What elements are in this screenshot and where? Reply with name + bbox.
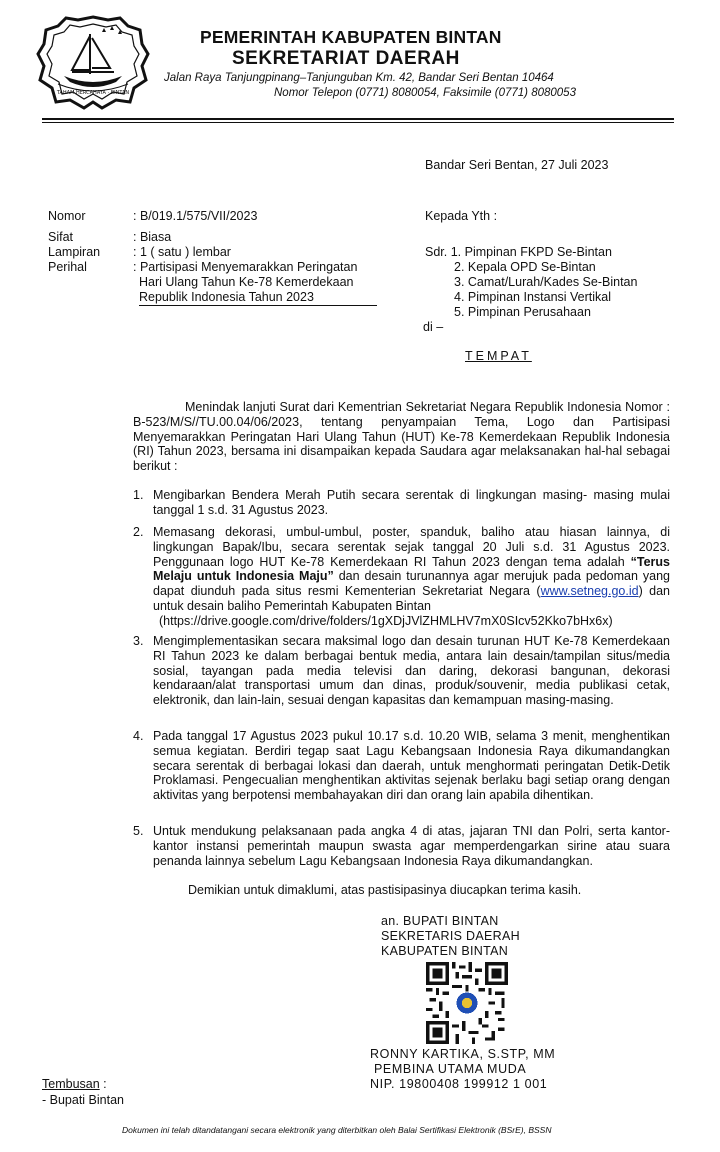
recipient-item: 5. Pimpinan Perusahaan [454, 305, 591, 319]
government-name: PEMERINTAH KABUPATEN BINTAN [200, 27, 502, 47]
signer-rank: PEMBINA UTAMA MUDA [374, 1062, 527, 1076]
header-rule-thin [42, 122, 674, 123]
recipient-list [425, 245, 637, 335]
intro-paragraph: Menindak lanjuti Surat dari Kementrian Sekretariat Negara Republik Indonesia Nomor : B-523/M/S//TU.00.04/06/2023, tentang penyampaian Tema, Logo dan Partisipasi Menyemarakkan Peringatan Hari Ulang Tahun (HUT) Ke-78 Kemerdekaan Republik Indonesia (RI) Tahun 2023, bersama ini disampaikan kepada Saudara agar melaksanakan hal-hal sebagai berikut : [133, 400, 670, 474]
office-address: Jalan Raya Tanjungpinang–Tanjunguban Km. 42, Bandar Seri Bentan 10464 [164, 72, 554, 84]
tembusan-colon: : [99, 1077, 107, 1091]
perihal-line: : Partisipasi Menyemarakkan Peringatan [133, 260, 358, 274]
list-text: Untuk mendukung pelaksanaan pada angka 4 di atas, jajaran TNI dan Polri, serta kantor-kantor instansi pemerintah maupun swasta agar memperdengarkan sirine atau suara penanda lainnya sebelum Lagu Kebangsaan Indonesia Raya dikumandangkan. [153, 824, 670, 868]
kabupaten-bintan-emblem [36, 14, 150, 110]
list-number: 3. [133, 634, 144, 648]
emblem-motto: TAHAM HERCAHAYA · BINTAN [56, 90, 130, 96]
list-number: 1. [133, 488, 144, 502]
perihal-line: Hari Ulang Tahun Ke-78 Kemerdekaan [139, 275, 354, 289]
list-item [133, 488, 670, 518]
kepada-label: Kepada Yth : [425, 209, 498, 223]
sig-office: SEKRETARIS DAERAH [381, 929, 520, 943]
sifat-label: Sifat [48, 230, 74, 244]
recipient-item: 2. Kepala OPD Se-Bintan [454, 260, 596, 274]
list-text-part: dan desain turunannya agar merujuk pada pedoman yang dapat diunduh pada situs resmi Kementerian Sekretariat Negara ( [153, 569, 670, 599]
closing-sentence: Demikian untuk dimaklumi, atas pastisipasinya diucapkan terima kasih. [188, 883, 582, 897]
list-text: Mengimplementasikan secara maksimal logo dan desain turunan HUT Ke-78 Kemerdekaan RI Tahun 2023 ke dalam berbagai bentuk media, antara lain desain/tampilan situs/media sosial, tayangan pada media televisi dan daring, dekorasi bangunan, dekorasi kendaraan/alat transportasi umum dan dinas, produk/souvenir, media publikasi cetak, elektronik, dan lain-lain, sesuai dengan kapasitas dan kemampuan masing-masing. [153, 634, 670, 708]
list-number: 2. [133, 525, 144, 539]
sig-office: KABUPATEN BINTAN [381, 944, 509, 958]
lampiran-label: Lampiran [48, 245, 101, 259]
di-label: di – [423, 320, 444, 334]
tembusan-heading [42, 1077, 107, 1091]
bsre-footer-note: Dokumen ini telah ditandatangani secara elektronik yang diterbitkan oleh Balai Sertifikasi Elektronik (BSrE), BSSN [122, 1125, 552, 1135]
tempat-label: TEMPAT [465, 349, 532, 363]
tembusan-item: - Bupati Bintan [42, 1093, 124, 1107]
office-name: SEKRETARIAT DAERAH [232, 48, 460, 69]
tembusan-label: Tembusan [42, 1077, 100, 1091]
sig-an: an. BUPATI BINTAN [381, 914, 499, 928]
signer-name: RONNY KARTIKA, S.STP, MM [370, 1047, 556, 1061]
recipient-item: 4. Pimpinan Instansi Vertikal [454, 290, 612, 304]
recipient-item: 3. Camat/Lurah/Kades Se-Bintan [454, 275, 638, 289]
list-text: Mengibarkan Bendera Merah Putih secara serentak di lingkungan masing- masing mulai tanggal 1 s.d. 31 Agustus 2023. [153, 488, 670, 517]
perihal-line: Republik Indonesia Tahun 2023 [139, 290, 377, 306]
list-item [133, 729, 670, 803]
list-item [133, 824, 670, 868]
nomor-value: : B/019.1/575/VII/2023 [133, 209, 258, 223]
list-item [133, 525, 670, 629]
qr-code-icon [426, 962, 508, 1044]
list-text-part: ) dan untuk desain baliho Pemerintah Kabupaten Bintan [153, 584, 671, 613]
perihal-label: Perihal [48, 260, 87, 274]
lampiran-value: : 1 ( satu ) lembar [133, 245, 231, 259]
list-text: Pada tanggal 17 Agustus 2023 pukul 10.17 s.d. 10.20 WIB, selama 3 menit, menghentikan semua kegiatan. Berdiri tegap saat Lagu Kebangsaan Indonesia Raya dikumandangkan secara serentak di berbagai lokasi dan daerah, untuk menghormati peringatan Detik-Detik Proklamasi. Pengecualian menghentikan aktivitas sejenak berlaku bagi setiap orang dengan aktivitas yang berpotensi membahayakan diri dan orang lain apabila dihentikan. [153, 729, 670, 803]
setneg-link[interactable]: www.setneg.go.id [540, 584, 639, 599]
list-number: 5. [133, 824, 144, 838]
nomor-label: Nomor [48, 209, 86, 223]
letter-date: Bandar Seri Bentan, 27 Juli 2023 [425, 158, 609, 172]
list-item [133, 634, 670, 708]
office-phone: Nomor Telepon (0771) 8080054, Faksimile (0771) 8080053 [274, 87, 576, 99]
list-text [153, 525, 670, 629]
recipient-item: Sdr. 1. Pimpinan FKPD Se-Bintan [425, 245, 612, 259]
theme-text: “Terus Melaju untuk Indonesia Maju” [153, 554, 670, 584]
list-number: 4. [133, 729, 144, 743]
sifat-value: : Biasa [133, 230, 172, 244]
list-text-part: Memasang dekorasi, umbul-umbul, poster, spanduk, baliho atau hiasan lainnya, di lingkungan Bapak/Ibu, secara serentak sejak tanggal 20 Juli s.d. 31 Agustus 2023. Penggunaan logo HUT Ke-78 Kemerdekaan RI Tahun 2023 dengan tema adalah [153, 525, 670, 569]
header-rule [42, 118, 674, 120]
signer-nip: NIP. 19800408 199912 1 001 [370, 1077, 548, 1091]
drive-link[interactable]: (https://drive.google.com/drive/folders/1gXDjJVlZHMLHV7mX0SIcv52Kko7bHx6x) [159, 613, 613, 628]
